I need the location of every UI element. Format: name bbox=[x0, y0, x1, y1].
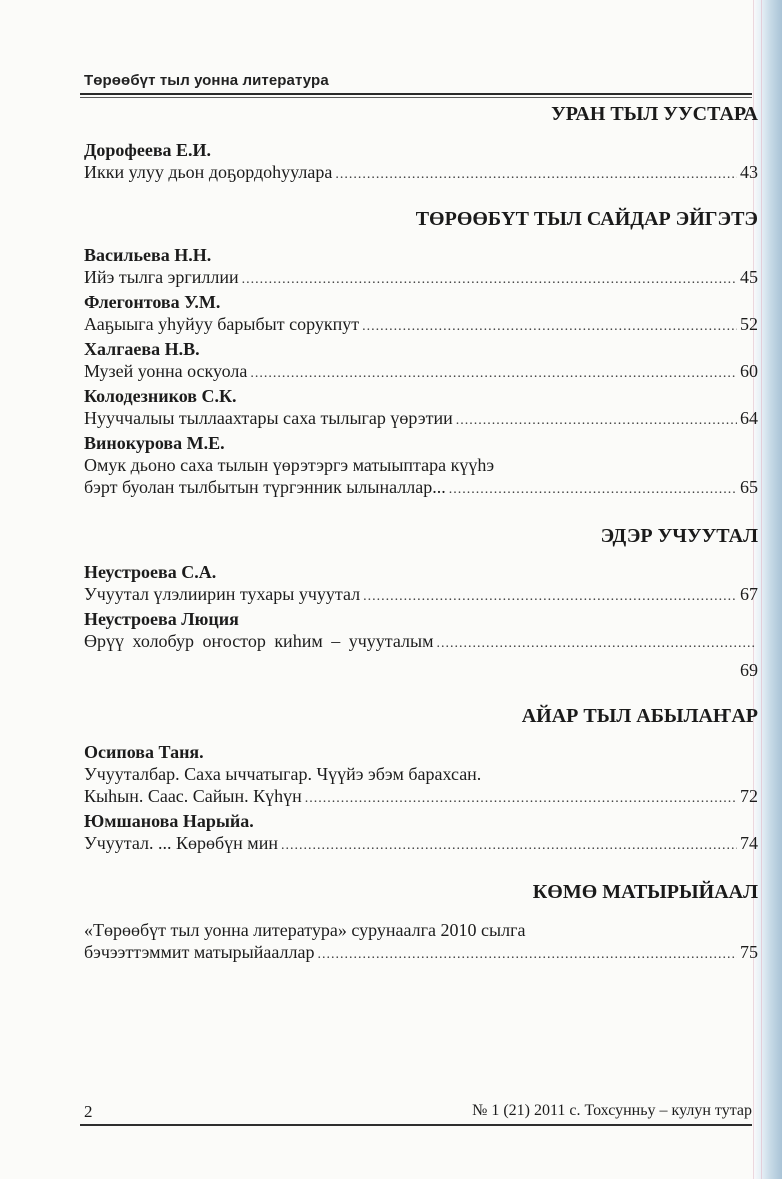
page-edge-binding bbox=[754, 0, 782, 1179]
footer-page-number: 2 bbox=[84, 1102, 93, 1121]
toc-entry-line[interactable] bbox=[84, 266, 758, 291]
toc-section bbox=[84, 523, 758, 681]
toc-entry-line[interactable] bbox=[84, 832, 758, 857]
entry-author: Неустроева С.А. bbox=[84, 562, 217, 582]
entry-page: 60 bbox=[740, 361, 758, 381]
entry-page: 74 bbox=[740, 833, 758, 853]
toc-entry-line[interactable] bbox=[84, 785, 758, 810]
leader-dots bbox=[436, 633, 755, 655]
entry-page: 67 bbox=[740, 584, 758, 604]
entry-title-line: Учууталбар. Саха ыччатыгар. Чүүйэ эбэм барахсан. bbox=[84, 764, 482, 784]
entry-author: Халгаева Н.В. bbox=[84, 339, 200, 359]
table-of-contents bbox=[84, 101, 758, 966]
section-title: КӨМӨ МАТЫРЫЙААЛ bbox=[532, 881, 758, 903]
entry-title-line: «Төрөөбүт тыл уонна литература» сурунаалга 2010 сылга bbox=[84, 920, 526, 940]
entry-title: Учуутал үлэлиирин тухары учуутал bbox=[84, 584, 361, 604]
footer-rule bbox=[80, 1124, 752, 1126]
entry-author: Неустроева Люция bbox=[84, 609, 239, 629]
entry-author: Флегонтова У.М. bbox=[84, 292, 221, 312]
entry-title: бэчээттэммит матырыйааллар bbox=[84, 942, 315, 962]
entry-title: Музей уонна оскуола bbox=[84, 361, 248, 381]
entry-title-line: Омук дьоно саха тылын үөрэтэргэ матыыптара күүһэ bbox=[84, 455, 495, 475]
leader-dots bbox=[305, 788, 737, 810]
entry-page: 75 bbox=[740, 942, 758, 962]
toc-section bbox=[84, 206, 758, 501]
entry-title: Икки улуу дьон доҕордоһуулара bbox=[84, 162, 333, 182]
entry-page: 69 bbox=[740, 660, 758, 680]
entry-title: Ийэ тылга эргиллии bbox=[84, 267, 239, 287]
entry-author: Осипова Таня. bbox=[84, 742, 204, 762]
entry-title: Ааҕыыга уһуйуу барыбыт сорукпут bbox=[84, 314, 360, 334]
toc-section bbox=[84, 879, 758, 966]
leader-dots bbox=[456, 410, 737, 432]
leader-dots bbox=[449, 479, 737, 501]
toc-entry-line[interactable] bbox=[84, 407, 758, 432]
toc-entry-line[interactable] bbox=[84, 360, 758, 385]
footer-issue: № 1 (21) 2011 с. Тохсунньу – кулун тутар bbox=[472, 1102, 752, 1119]
section-title: ЭДЭР УЧУУТАЛ bbox=[600, 525, 758, 547]
page-edge-line bbox=[761, 0, 762, 1179]
toc-entry-line[interactable] bbox=[84, 941, 758, 966]
running-title: Төрөөбүт тыл уонна литература bbox=[84, 72, 329, 89]
entry-title: Нууччалыы тыллаахтары саха тылыгар үөрэтии bbox=[84, 408, 453, 428]
leader-dots bbox=[335, 164, 737, 186]
leader-dots bbox=[363, 586, 737, 608]
toc-entry-line[interactable] bbox=[84, 476, 758, 501]
entry-author: Дорофеева Е.И. bbox=[84, 140, 212, 160]
entry-page: 52 bbox=[740, 314, 758, 334]
header-rule-thin bbox=[80, 97, 752, 98]
toc-section bbox=[84, 703, 758, 857]
entry-author: Юмшанова Нарыйа. bbox=[84, 811, 254, 831]
entry-title: Кыһын. Саас. Сайын. Күһүн bbox=[84, 786, 302, 806]
entry-author: Васильева Н.Н. bbox=[84, 245, 212, 265]
leader-dots bbox=[250, 363, 737, 385]
entry-title: бэрт буолан тылбытын түргэнник ылыналлар... bbox=[84, 477, 446, 497]
leader-dots bbox=[242, 269, 737, 291]
leader-dots bbox=[281, 835, 737, 857]
entry-author: Колодезников С.К. bbox=[84, 386, 237, 406]
toc-entry-line[interactable] bbox=[84, 630, 758, 655]
entry-page: 72 bbox=[740, 786, 758, 806]
entry-page: 45 bbox=[740, 267, 758, 287]
toc-section bbox=[84, 101, 758, 186]
leader-dots bbox=[362, 316, 737, 338]
entry-title: Өрүү холобур оҥостор киһим – учууталым bbox=[84, 631, 434, 651]
section-title: АЙАР ТЫЛ АБЫЛАҤАР bbox=[521, 705, 758, 727]
toc-entry-line[interactable] bbox=[84, 583, 758, 608]
entry-title: Учуутал. ... Көрөбүн мин bbox=[84, 833, 278, 853]
toc-entry-line[interactable] bbox=[84, 313, 758, 338]
section-title: ТӨРӨӨБҮТ ТЫЛ САЙДАР ЭЙГЭТЭ bbox=[415, 208, 758, 230]
toc-entry-line[interactable] bbox=[84, 161, 758, 186]
entry-page: 43 bbox=[740, 162, 758, 182]
entry-author: Винокурова М.Е. bbox=[84, 433, 225, 453]
leader-dots bbox=[317, 944, 737, 966]
entry-page: 65 bbox=[740, 477, 758, 497]
section-title: УРАН ТЫЛ УУСТАРА bbox=[551, 103, 758, 125]
entry-page: 64 bbox=[740, 408, 758, 428]
header-rule bbox=[80, 93, 752, 95]
